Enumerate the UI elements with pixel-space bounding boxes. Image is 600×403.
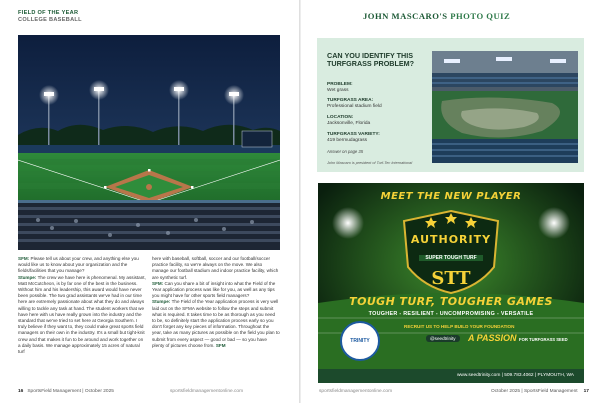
ad-social-handle[interactable]: @seedtrinity [426, 335, 460, 342]
right-folio [491, 389, 589, 394]
answer-reference: Answer on page 35 [327, 149, 364, 154]
paragraph [18, 275, 146, 356]
paragraph-text: The crew we have here is phenomenal. My assistant, Matt McCutcheon, is by far one of the best in the business. Without him and his leadership, this award would have never been possible. The two grad assistants we've had in our time here are extremely passionate about what they do and always willing to tackle any task at hand. The student workers that we have here with us have really grown into the industry and the standard that we've tried to set here at Georgia Southern. I truly believe if they want to, they could make great sports field managers on their own in the industry. It's a small but tight-knit crew and that makes it fun to be around and work together on a daily basis. We manage approximately 15 acres of natural turf [18, 274, 146, 355]
ad-recruit: RECRUIT US TO HELP BUILD YOUR FOUNDATION [404, 324, 515, 329]
section-header [18, 10, 82, 24]
ad-footer[interactable]: www.seedtrinity.com | 509.783.4062 | PLYMOUTH, WA [318, 369, 584, 383]
left-folio-url: sportsfieldmanagementonline.com [170, 389, 244, 394]
page-number: 17 [583, 389, 589, 394]
folio-text: SportsField Management | October 2025 [27, 389, 114, 394]
ad-passion-slogan [468, 333, 568, 343]
right-folio-url: sportsfieldmanagementonline.com [319, 389, 393, 394]
ad-brand-name: AUTHORITY [410, 233, 492, 246]
left-folio [18, 389, 114, 394]
quiz-field-value: Jacksonville, Florida [327, 121, 371, 126]
speaker-label: Stumpe: [18, 274, 37, 280]
ad-qualities: TOUGHER - RESILIENT - UNCOMPROMISING - VERSATILE [368, 311, 534, 317]
quiz-field-label: PROBLEM: [327, 82, 353, 87]
ad-passion-sub: FOR TURFGRASS SEED [519, 337, 568, 342]
end-mark: SFM [215, 342, 226, 348]
trinity-logo [340, 321, 380, 361]
ad-monogram: STT [431, 268, 471, 289]
speaker-label: SFM: [152, 280, 164, 286]
quiz-title-author: JOHN MASCARO'S [363, 11, 448, 21]
quiz-field-value: Professional stadium field [327, 104, 382, 109]
ad-passion-text: A PASSION [468, 333, 517, 343]
paragraph-text: here with baseball, softball, soccer and our football/soccer practice facility, so we're always on the move. We also manage our football stadium and indoor practice facility, which are synthetic turf. [152, 256, 279, 280]
page-number: 16 [18, 389, 24, 394]
right-page [301, 0, 600, 403]
quiz-field-value: 419 bermudagrass [327, 138, 367, 143]
ad-brand-sub: SUPER TOUGH TURF [419, 255, 482, 261]
article-column-1 [18, 256, 146, 355]
quiz-field-label: TURFGRASS AREA: [327, 98, 374, 103]
left-page [0, 0, 299, 403]
quiz-field-value: Wet grass [327, 88, 349, 93]
wet-stadium-illustration [432, 51, 578, 163]
stadium-illustration [18, 35, 280, 250]
photo-quiz-box [317, 38, 584, 172]
quiz-field-label: TURFGRASS VARIETY: [327, 132, 380, 137]
paragraph-text: Please tell us about your crew, and anything else you would like us to know about your organization and the fields/facilities that you manage? [18, 256, 139, 274]
section-title: FIELD OF THE YEAR [18, 10, 79, 16]
ad-tagline: TOUGH TURF, TOUGHER GAMES [349, 295, 553, 308]
photo-quiz-title [363, 11, 510, 21]
trinity-logo-text: TRINITY [350, 338, 370, 344]
speaker-label: SFM: [18, 256, 30, 261]
folio-text: October 2025 | SportsField Management [491, 389, 578, 394]
paragraph-text: Can you share a bit of insight into what the Field of the Year application process was like for you, as well as any tips you might have for other sports field managers? [152, 280, 276, 299]
paragraph [152, 299, 280, 349]
authority-turf-ad[interactable] [318, 183, 584, 383]
quiz-field-label: LOCATION: [327, 115, 354, 120]
quiz-question: CAN YOU IDENTIFY THIS TURFGRASS PROBLEM? [327, 51, 415, 69]
ad-headline: MEET THE NEW PLAYER [380, 191, 522, 202]
quiz-photo [432, 51, 578, 163]
stadium-photo [18, 35, 280, 250]
ad-brand [318, 233, 584, 289]
quiz-title-main: PHOTO QUIZ [450, 11, 511, 21]
section-subtitle: COLLEGE BASEBALL [18, 17, 82, 23]
speaker-label: Stumpe: [152, 299, 171, 305]
paragraph-text: The Field of the Year application process is very well laid out on the SFMA website to follow the steps and submit what is required. It takes time to be as thorough as you need to be, so definitely start the application process early so you don't forget any key pieces of information. Throughout the year, take as many pictures as possible on the field you plan to submit from every aspect — good or bad — so you have plenty of pictures choose from. [152, 299, 280, 348]
paragraph [152, 281, 280, 300]
article-column-2 [152, 256, 280, 349]
author-caption: John Mascaro is president of Turf-Tec International [327, 161, 413, 165]
paragraph [152, 256, 280, 281]
paragraph [18, 256, 146, 275]
